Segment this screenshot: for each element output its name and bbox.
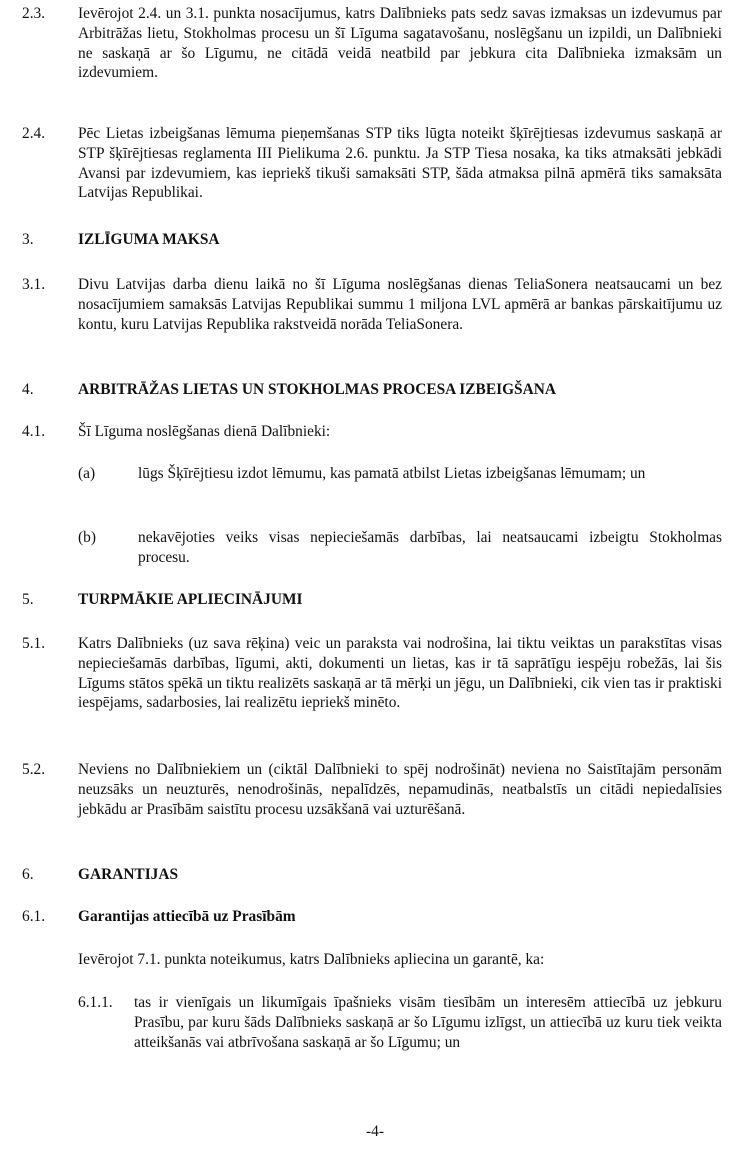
clause-6-1-1	[78, 993, 722, 1052]
clause-2-4	[22, 124, 722, 203]
item-text: nekavējoties veiks visas nepieciešamās darbības, lai neatsaucami izbeigtu Stokholmas procesu.	[138, 529, 722, 566]
item-letter: (b)	[78, 529, 96, 546]
clause-text: Divu Latvijas darba dienu laikā no šī Līguma noslēgšanas dienas TeliaSonera neatsaucami un bez nosacījumiem samaksās Latvijas Republikai summu 1 miljona LVL apmērā ar bankas pārskaitījumu uz kontu, kuru Latvijas Republika rakstveidā norāda TeliaSonera.	[78, 276, 722, 333]
clause-text: Neviens no Dalībniekiem un (ciktāl Dalībnieki to spēj nodrošināt) neviena no Saistītajām personām neuzsāks un neuzturēs, nenodrošinās, nepalīdzēs, nepamudinās, neatbalstīs un citādi nepiedalīsies jebkādu ar Prasībām saistītu procesu uzsākšanā vai uzturēšanā.	[78, 761, 722, 818]
section-heading-3	[22, 230, 722, 250]
section-title: TURPMĀKIE APLIECINĀJUMI	[78, 591, 303, 608]
section-heading-5	[22, 590, 722, 610]
item-text: lūgs Šķīrējtiesu izdot lēmumu, kas pamatā atbilst Lietas izbeigšanas lēmumam; un	[138, 465, 646, 482]
clause-5-2	[22, 760, 722, 819]
clause-5-1	[22, 634, 722, 713]
clause-number: 5.1.	[22, 635, 46, 652]
clause-text: Pēc Lietas izbeigšanas lēmuma pieņemšanas STP tiks lūgta noteikt šķīrējtiesas izdevumus saskaņā ar STP šķīrējtiesas reglamenta III Pielikuma 2.6. punktu. Ja STP Tiesa nosaka, ka tiks atmaksāti jebkādi Avansi par izdevumiem, kas iepriekš tikuši samaksāti STP, šāda atmaksa pilnā apmērā tiks samaksāta Latvijas Republikai.	[78, 125, 722, 202]
clause-2-3	[22, 4, 722, 83]
clause-number: 4.1.	[22, 423, 46, 440]
clause-text: Katrs Dalībnieks (uz sava rēķina) veic un paraksta vai nodrošina, lai tiktu veiktas un parakstītas visas nepieciešamās darbības, līgumi, akti, dokumenti un lietas, kas ir tā saprātīgu iespēju robežās, lai šis Līgums stātos spēkā un tiktu realizēts saskaņā ar tā mērķi un jēgu, un Dalībnieki, cik vien tas ir praktiski iespējams, sadarbosies, lai realizētu iepriekš minēto.	[78, 635, 722, 712]
section-heading-4	[22, 380, 722, 400]
section-heading-6	[22, 865, 722, 885]
clause-text: Ievērojot 2.4. un 3.1. punkta nosacījumus, katrs Dalībnieks pats sedz savas izmaksas un izdevumus par Arbitrāžas lietu, Stokholmas procesu un šī Līguma sagatavošanu, noslēgšanu un izpildi, un Dalībnieki ne saskaņā ar šo Līgumu, ne citādā veidā neatbild par jebkura cita Dalībnieka izmaksām un izdevumiem.	[78, 5, 722, 82]
section-number: 6.	[22, 866, 34, 883]
clause-number: 2.4.	[22, 125, 46, 142]
clause-number: 2.3.	[22, 5, 46, 22]
section-number: 3.	[22, 231, 34, 248]
clause-4-1-b	[78, 528, 722, 568]
page-number: -4-	[366, 1123, 384, 1140]
section-number: 5.	[22, 591, 34, 608]
section-title: ARBITRĀŽAS LIETAS UN STOKHOLMAS PROCESA IZBEIGŠANA	[78, 381, 556, 398]
clause-4-1	[22, 422, 722, 442]
clause-text: Šī Līguma noslēgšanas dienā Dalībnieki:	[78, 423, 331, 440]
section-title: IZLĪGUMA MAKSA	[78, 231, 220, 248]
subsection-title: Garantijas attiecībā uz Prasībām	[78, 908, 296, 925]
clause-number: 5.2.	[22, 761, 46, 778]
section-number: 4.	[22, 381, 34, 398]
clause-6-1-intro: Ievērojot 7.1. punkta noteikumus, katrs Dalībnieks apliecina un garantē, ka:	[78, 951, 545, 968]
subsection-heading-6-1	[22, 907, 722, 927]
clause-3-1	[22, 275, 722, 334]
clause-number: 6.1.1.	[78, 994, 113, 1011]
item-letter: (a)	[78, 465, 96, 482]
clause-number: 3.1.	[22, 276, 46, 293]
clause-4-1-a	[78, 464, 722, 484]
section-title: GARANTIJAS	[78, 866, 179, 883]
subsection-number: 6.1.	[22, 908, 46, 925]
clause-text: tas ir vienīgais un likumīgais īpašnieks visām tiesībām un interesēm attiecībā uz jebkuru Prasību, par kuru šāds Dalībnieks saskaņā ar šo Līgumu izlīgst, un attiecībā uz kuru tiek veikta atteikšanās vai atbrīvošana saskaņā ar šo Līgumu; un	[134, 994, 722, 1051]
